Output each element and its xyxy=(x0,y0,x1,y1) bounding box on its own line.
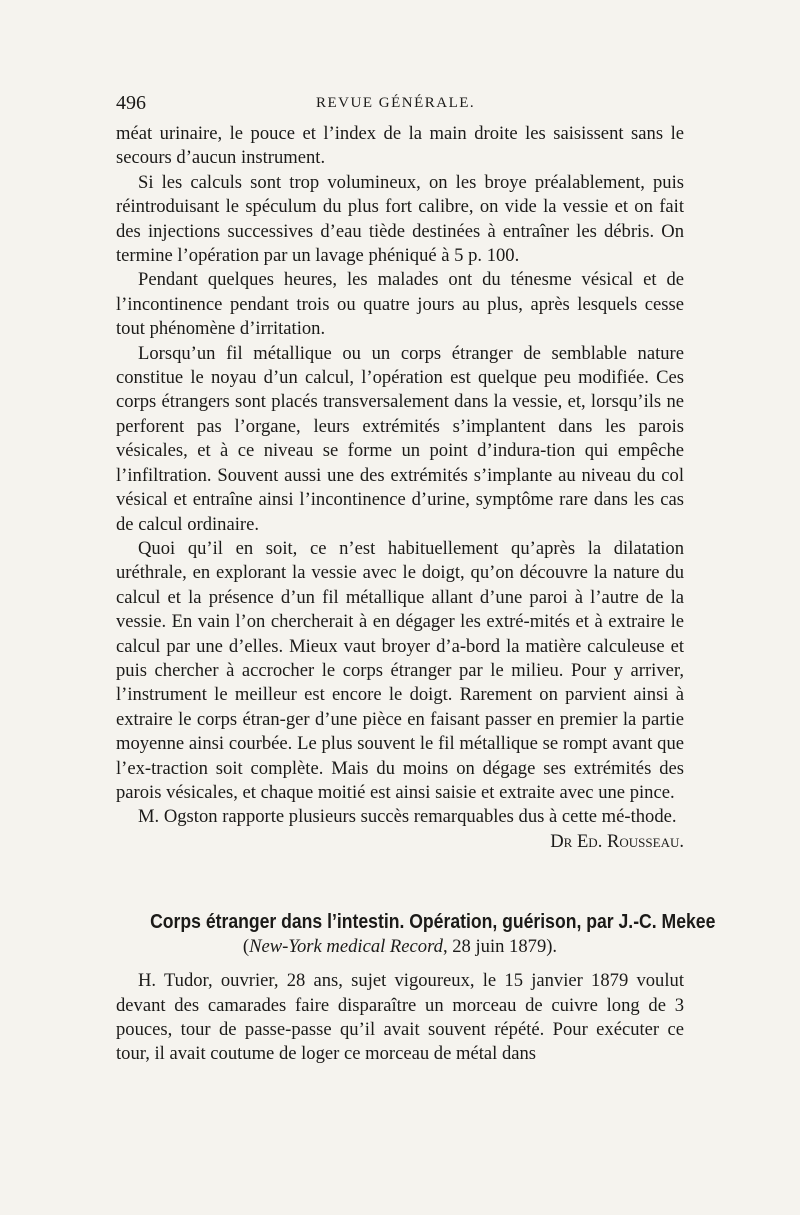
paragraph-1: méat urinaire, le pouce et l’index de la main droite les saisissent sans le secours d’aucun instrument. xyxy=(116,123,684,169)
article-source-journal: New-York medical Record xyxy=(249,936,443,958)
page-number: 496 xyxy=(116,92,146,114)
paragraph-3: Pendant quelques heures, les malades ont du ténesme vésical et de l’incontinence pendant trois ou quatre jours au plus, après lesquels cesse tout phénomène d’irritation. xyxy=(116,269,684,340)
article-source-date: , 28 juin 1879). xyxy=(442,936,558,958)
section-gap xyxy=(116,854,684,910)
article-source: (New-York medical Record, 28 juin 1879). xyxy=(242,936,558,958)
author-signature: Dr Ed. Rousseau. xyxy=(550,830,684,852)
page xyxy=(116,92,716,1067)
running-head xyxy=(116,92,684,122)
article-title: Corps étranger dans l’intestin. Opération, guérison, par J.-C. Mekee xyxy=(150,911,716,934)
paragraph-5: Quoi qu’il en soit, ce n’est habituellement qu’après la dilatation uréthrale, en explorant la vessie avec le doigt, qu’on découvre la nature du calcul et la présence d’un fil métallique allant d’une paroi à l’autre de la vessie. En vain l’on chercherait à en dégager les extré-mités et à extraire le calcul par une d’elles. Mieux vaut broyer d’a-bord la matière calculeuse et puis chercher à accrocher le corps étranger par le milieu. Pour y arriver, l’instrument le meilleur est encore le doigt. Rarement on parvient ainsi à extraire le corps étran-ger d’une pièce en faisant passer en premier la partie moyenne ainsi courbée. Le plus souvent le fil métallique se rompt avant que l’ex-traction soit complète. Mais du moins on dégage ses extrémités des parois vésicales, et chaque moitié est ainsi saisie et extraite avec une pince. xyxy=(116,537,684,803)
paragraph-4: Lorsqu’un fil métallique ou un corps étranger de semblable nature constitue le noyau d’un calcul, l’opération est quelque peu modifiée. Ces corps étrangers sont placés transversalement dans la vessie, et, lorsqu’ils ne perforent pas l’organe, leurs extrémités s’implantent dans les parois vésicales, et à ce niveau se forme un point d’indura-tion qui empêche l’infiltration. Souvent aussi une des extrémités s’implante au niveau du col vésical et entraîne ainsi l’incontinence d’urine, symptôme rare dans les cas de calcul ordinaire. xyxy=(116,342,684,535)
journal-title: REVUE GÉNÉRALE. xyxy=(316,95,476,111)
paragraph-7: H. Tudor, ouvrier, 28 ans, sujet vigoureux, le 15 janvier 1879 voulut devant des camarades faire disparaître un morceau de cuivre long de 3 pouces, tour de passe-passe qu’il avait souvent répété. Pour exécuter ce tour, il avait coutume de loger ce morceau de métal dans xyxy=(116,970,684,1065)
paragraph-2: Si les calculs sont trop volumineux, on les broye préalablement, puis réintroduisant le spéculum du plus fort calibre, on vide la vessie et on fait des injections successives d’eau tiède destinées à entraîner les débris. On termine l’opération par un lavage phéniqué à 5 p. 100. xyxy=(116,171,684,267)
paragraph-6: M. Ogston rapporte plusieurs succès remarquables dus à cette mé-thode. xyxy=(138,806,677,828)
